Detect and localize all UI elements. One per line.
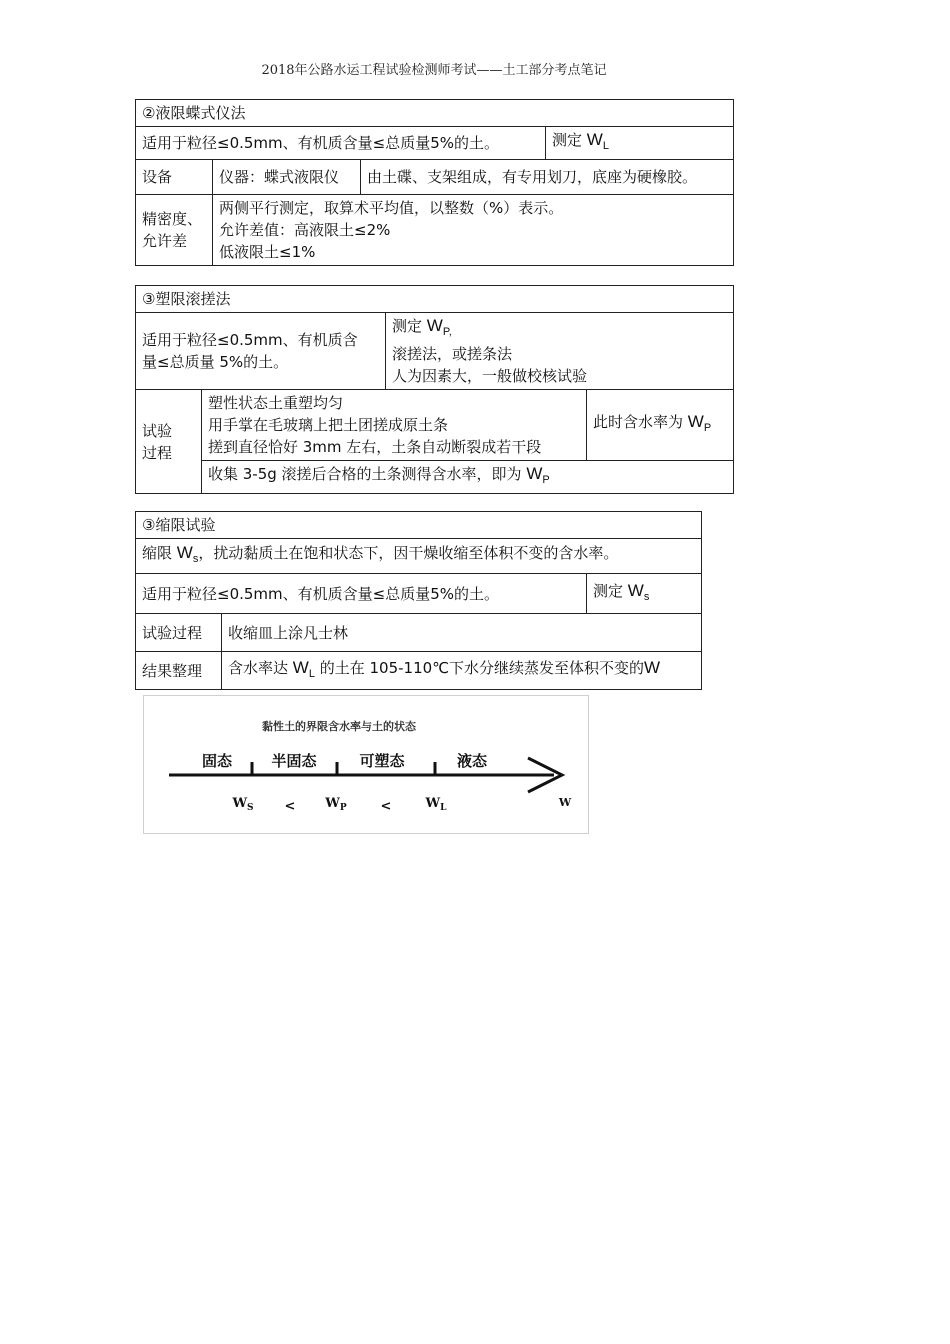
- label-ws: $W_S$: [232, 796, 254, 813]
- precision-label: 精密度、 允许差: [136, 195, 213, 266]
- consistency-limits-figure: [143, 695, 589, 834]
- scope-cell: 适用于粒径≤0.5mm、有机质含量≤总质量5%的土。: [136, 574, 587, 614]
- lt-sign-1: <: [284, 799, 296, 814]
- measure-cell: 测定 $W_s$: [587, 574, 702, 614]
- state-liquid: 液态: [456, 752, 488, 770]
- process-steps: 塑性状态土重塑均匀 用手掌在毛玻璃上把土团搓成原土条 搓到直径恰好 3mm 左右，土条自动断裂成若干段: [202, 390, 587, 461]
- shrinkage-limit-table: [135, 511, 702, 690]
- equip-desc: 由土碟、支架组成，有专用划刀，底座为硬橡胶。: [361, 160, 734, 195]
- state-plastic: 可塑态: [359, 752, 405, 770]
- collect-cell: 收集 3-5g 滚搓后合格的土条测得含水率，即为 $W_P$: [202, 461, 734, 494]
- table-title: ②液限蝶式仪法: [136, 100, 734, 127]
- precision-text: 两侧平行测定，取算术平均值，以整数（%）表示。 允许差值：高液限土≤2% 低液限土≤1%: [213, 195, 734, 266]
- page-header: 2018年公路水运工程试验检测师考试——土工部分考点笔记: [261, 63, 607, 78]
- scope-cell: 适用于粒径≤0.5mm、有机质含 量≤总质量 5%的土。: [136, 313, 386, 390]
- moisture-cell: 此时含水率为 $W_P$: [587, 390, 734, 461]
- definition-cell: 缩限 $W_s$，扰动黏质土在饱和状态下，因干燥收缩至体积不变的含水率。: [136, 539, 702, 574]
- label-w: W: [558, 796, 572, 809]
- equip-label: 设备: [136, 160, 213, 195]
- table-title: ③塑限滚搓法: [136, 286, 734, 313]
- liquid-limit-table: [135, 99, 734, 266]
- table-title: ③缩限试验: [136, 512, 702, 539]
- process-label: 试验 过程: [136, 390, 202, 494]
- label-wp: $W_P$: [325, 796, 347, 813]
- scope-cell: 适用于粒径≤0.5mm、有机质含量≤总质量5%的土。: [136, 127, 546, 160]
- process-label: 试验过程: [136, 614, 222, 652]
- process-text: 收缩皿上涂凡士林: [222, 614, 702, 652]
- lt-sign-2: <: [380, 799, 392, 814]
- plastic-limit-table: [135, 285, 734, 494]
- label-wl: $W_L$: [425, 796, 447, 813]
- result-text: 含水率达 $W_L$ 的土在 105-110℃下水分继续蒸发至体积不变的W: [222, 652, 702, 690]
- measure-cell: 测定 $W_L$: [546, 127, 734, 160]
- result-label: 结果整理: [136, 652, 222, 690]
- figure-title: 黏性土的界限含水率与土的状态: [262, 720, 416, 733]
- measure-cell: 测定 $W_{P,}$ 滚搓法，或搓条法 人为因素大，一般做校核试验: [386, 313, 734, 390]
- state-semisolid: 半固态: [271, 752, 317, 770]
- instrument-cell: 仪器：蝶式液限仪: [213, 160, 361, 195]
- state-solid: 固态: [201, 752, 233, 770]
